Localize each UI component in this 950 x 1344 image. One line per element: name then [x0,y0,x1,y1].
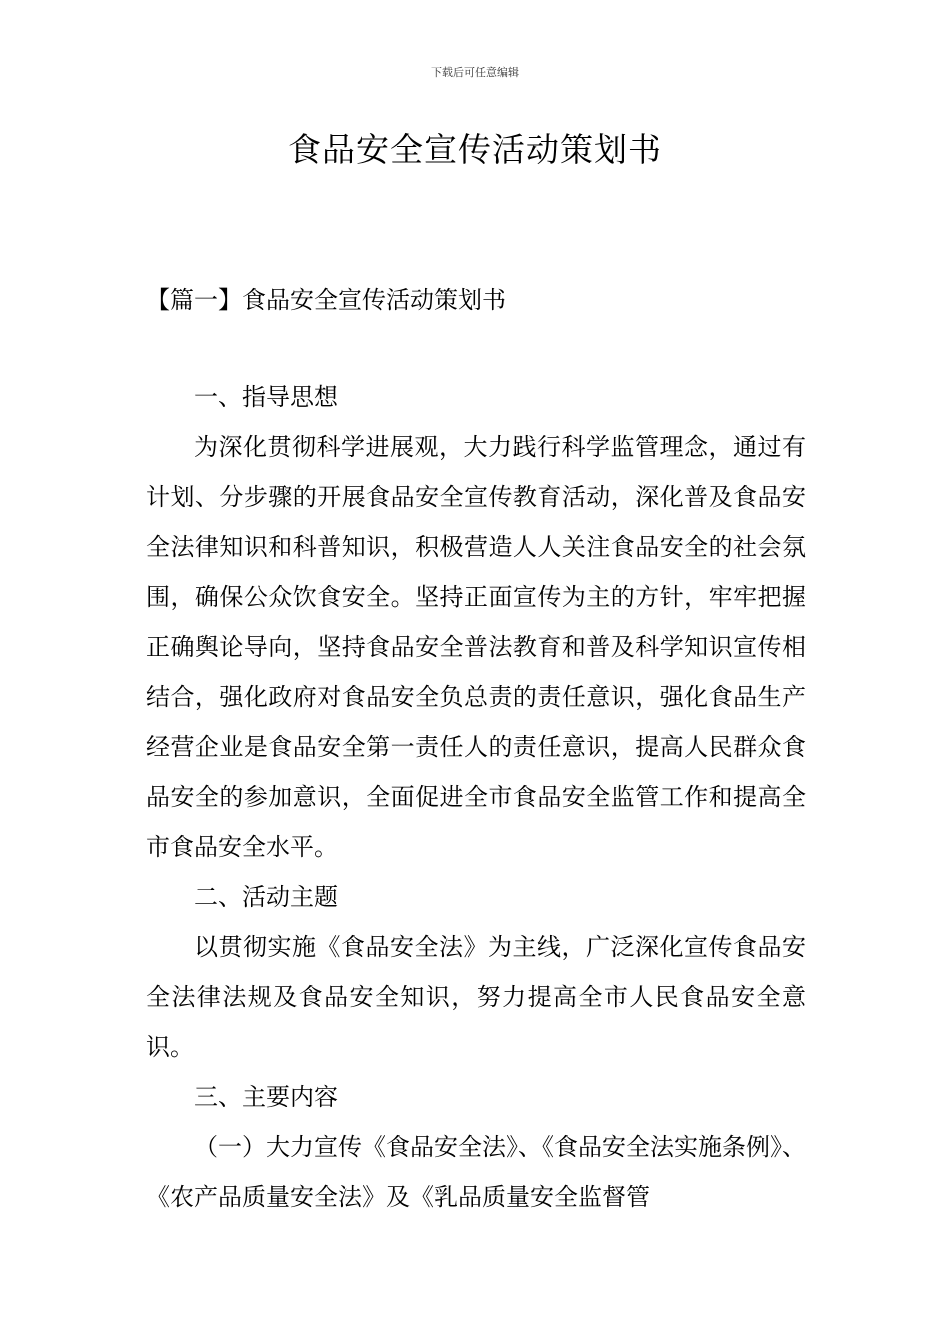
header-note: 下载后可任意编辑 [431,66,519,79]
document-title: 食品安全宣传活动策划书 [288,130,662,169]
heading-main-content: 三、主要内容 [194,1083,338,1111]
paragraph-guiding-ideology: 为深化贯彻科学进展观，大力践行科学监管理念，通过有计划、分步骤的开展食品安全宣传教育活动，深化普及食品安全法律知识和科普知识，积极营造人人关注食品安全的社会氛围，确保公众饮食安全。坚持正面宣传为主的方针，牢牢把握正确舆论导向，坚持食品安全普法教育和普及科学知识宣传相结合，强化政府对食品安全负总责的责任意识，强化食品生产经营企业是食品安全第一责任人的责任意识，提高人民群众食品安全的参加意识，全面促进全市食品安全监管工作和提高全市食品安全水平。 [146,433,806,861]
paragraph-main-content: （一）大力宣传《食品安全法》、《食品安全法实施条例》、《农产品质量安全法》及《乳品质量安全监督管 [146,1133,806,1211]
heading-guiding-ideology: 一、指导思想 [194,383,338,411]
document-body [146,372,806,1222]
section-title: 【篇一】食品安全宣传活动策划书 [146,286,506,314]
paragraph-activity-theme: 以贯彻实施《食品安全法》为主线，广泛深化宣传食品安全法律法规及食品安全知识，努力提高全市人民食品安全意识。 [146,933,806,1061]
heading-activity-theme: 二、活动主题 [194,883,338,911]
